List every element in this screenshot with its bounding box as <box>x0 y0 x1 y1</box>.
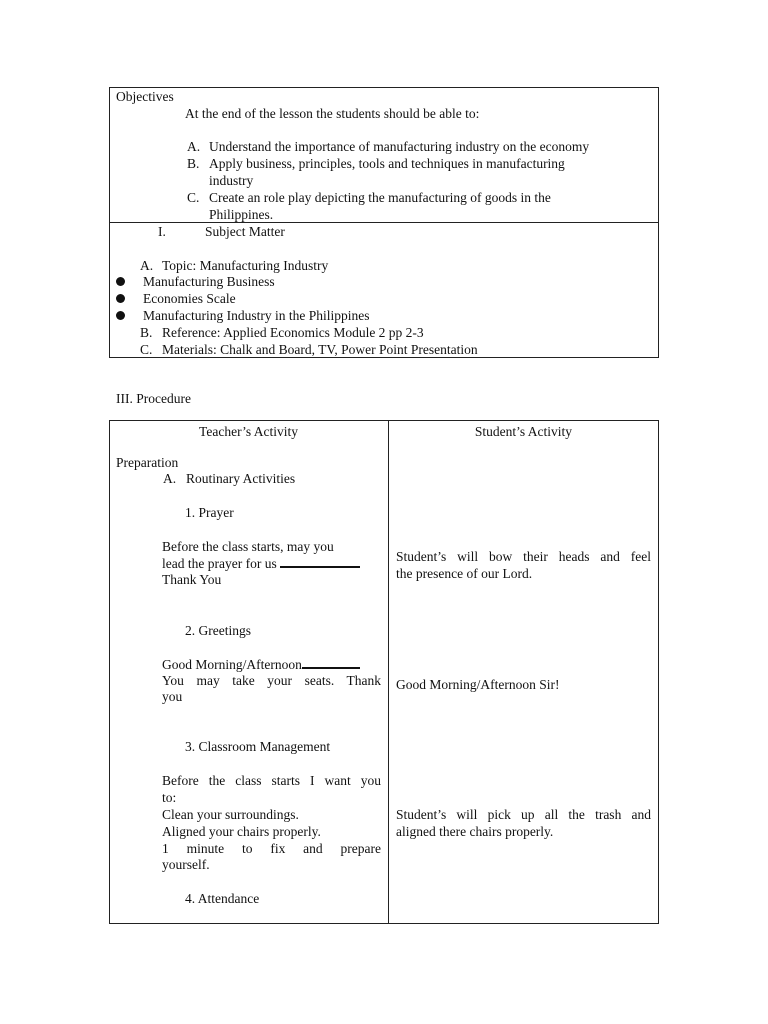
name-blank-line <box>302 655 360 669</box>
objective-a-marker: A. <box>187 139 201 154</box>
procedure-column-divider <box>388 420 389 924</box>
greetings-line-text: Good Morning/Afternoon <box>162 657 302 672</box>
objectives-intro: At the end of the lesson the students should be able to: <box>185 106 480 121</box>
objective-b-text: Apply business, principles, tools and techniques in manufacturing <box>209 156 565 171</box>
subject-matter-heading: Subject Matter <box>205 224 285 239</box>
bullet-item: Manufacturing Industry in the Philippines <box>143 308 370 323</box>
classroom-title: 3. Classroom Management <box>185 739 331 754</box>
subject-matter-numeral: I. <box>158 224 166 239</box>
classroom-line: 1 minute to fix and prepare <box>162 841 381 856</box>
classroom-line: to: <box>162 790 177 805</box>
objective-c-marker: C. <box>187 190 200 205</box>
bullet-item: Manufacturing Business <box>143 274 275 289</box>
bullet-icon <box>116 277 125 286</box>
student-prayer-response: Student’s will bow their heads and feel <box>396 549 651 564</box>
student-classroom-response-cont: aligned there chairs properly. <box>396 824 554 839</box>
objective-a-text: Understand the importance of manufacturing industry on the economy <box>209 139 590 154</box>
objectives-divider <box>109 222 659 223</box>
classroom-line: yourself. <box>162 857 210 872</box>
prayer-line-with-blank <box>162 554 360 572</box>
prayer-line-text: lead the prayer for us <box>162 556 277 571</box>
prayer-title: 1. Prayer <box>185 505 234 520</box>
attendance-title: 4. Attendance <box>185 891 260 906</box>
student-prayer-response-cont: the presence of our Lord. <box>396 566 533 581</box>
preparation-label: Preparation <box>116 455 179 470</box>
teacher-activity-header: Teacher’s Activity <box>199 424 298 439</box>
greetings-line-with-blank <box>162 655 360 673</box>
prayer-line: Before the class starts, may you <box>162 539 334 554</box>
bullet-icon <box>116 311 125 320</box>
bullet-item: Economies Scale <box>143 291 236 306</box>
objective-b-text-cont: industry <box>209 173 254 188</box>
student-activity-header: Student’s Activity <box>474 424 573 439</box>
prayer-thanks: Thank You <box>162 572 222 587</box>
student-classroom-response: Student’s will pick up all the trash and <box>396 807 651 822</box>
greetings-title: 2. Greetings <box>185 623 251 638</box>
objective-c-text: Create an role play depicting the manufacturing of goods in the <box>209 190 551 205</box>
classroom-line: Before the class starts I want you <box>162 773 381 788</box>
materials-text: Materials: Chalk and Board, TV, Power Point Presentation <box>162 342 478 357</box>
classroom-line: Clean your surroundings. <box>162 807 299 822</box>
objective-c-text-cont: Philippines. <box>209 207 274 222</box>
greetings-line-cont: you <box>162 689 183 704</box>
greetings-line: You may take your seats. Thank <box>162 673 381 688</box>
student-greetings-response: Good Morning/Afternoon Sir! <box>396 677 560 692</box>
routinary-text: Routinary Activities <box>186 471 296 486</box>
reference-marker: B. <box>140 325 153 340</box>
topic-marker: A. <box>140 258 154 273</box>
procedure-heading: III. Procedure <box>116 391 191 406</box>
classroom-line: Aligned your chairs properly. <box>162 824 321 839</box>
name-blank-line <box>280 554 360 568</box>
objective-b-marker: B. <box>187 156 200 171</box>
routinary-marker: A. <box>163 471 177 486</box>
bullet-icon <box>116 294 125 303</box>
objectives-heading: Objectives <box>116 89 174 104</box>
topic-text: Topic: Manufacturing Industry <box>162 258 329 273</box>
reference-text: Reference: Applied Economics Module 2 pp 2-3 <box>162 325 424 340</box>
materials-marker: C. <box>140 342 153 357</box>
